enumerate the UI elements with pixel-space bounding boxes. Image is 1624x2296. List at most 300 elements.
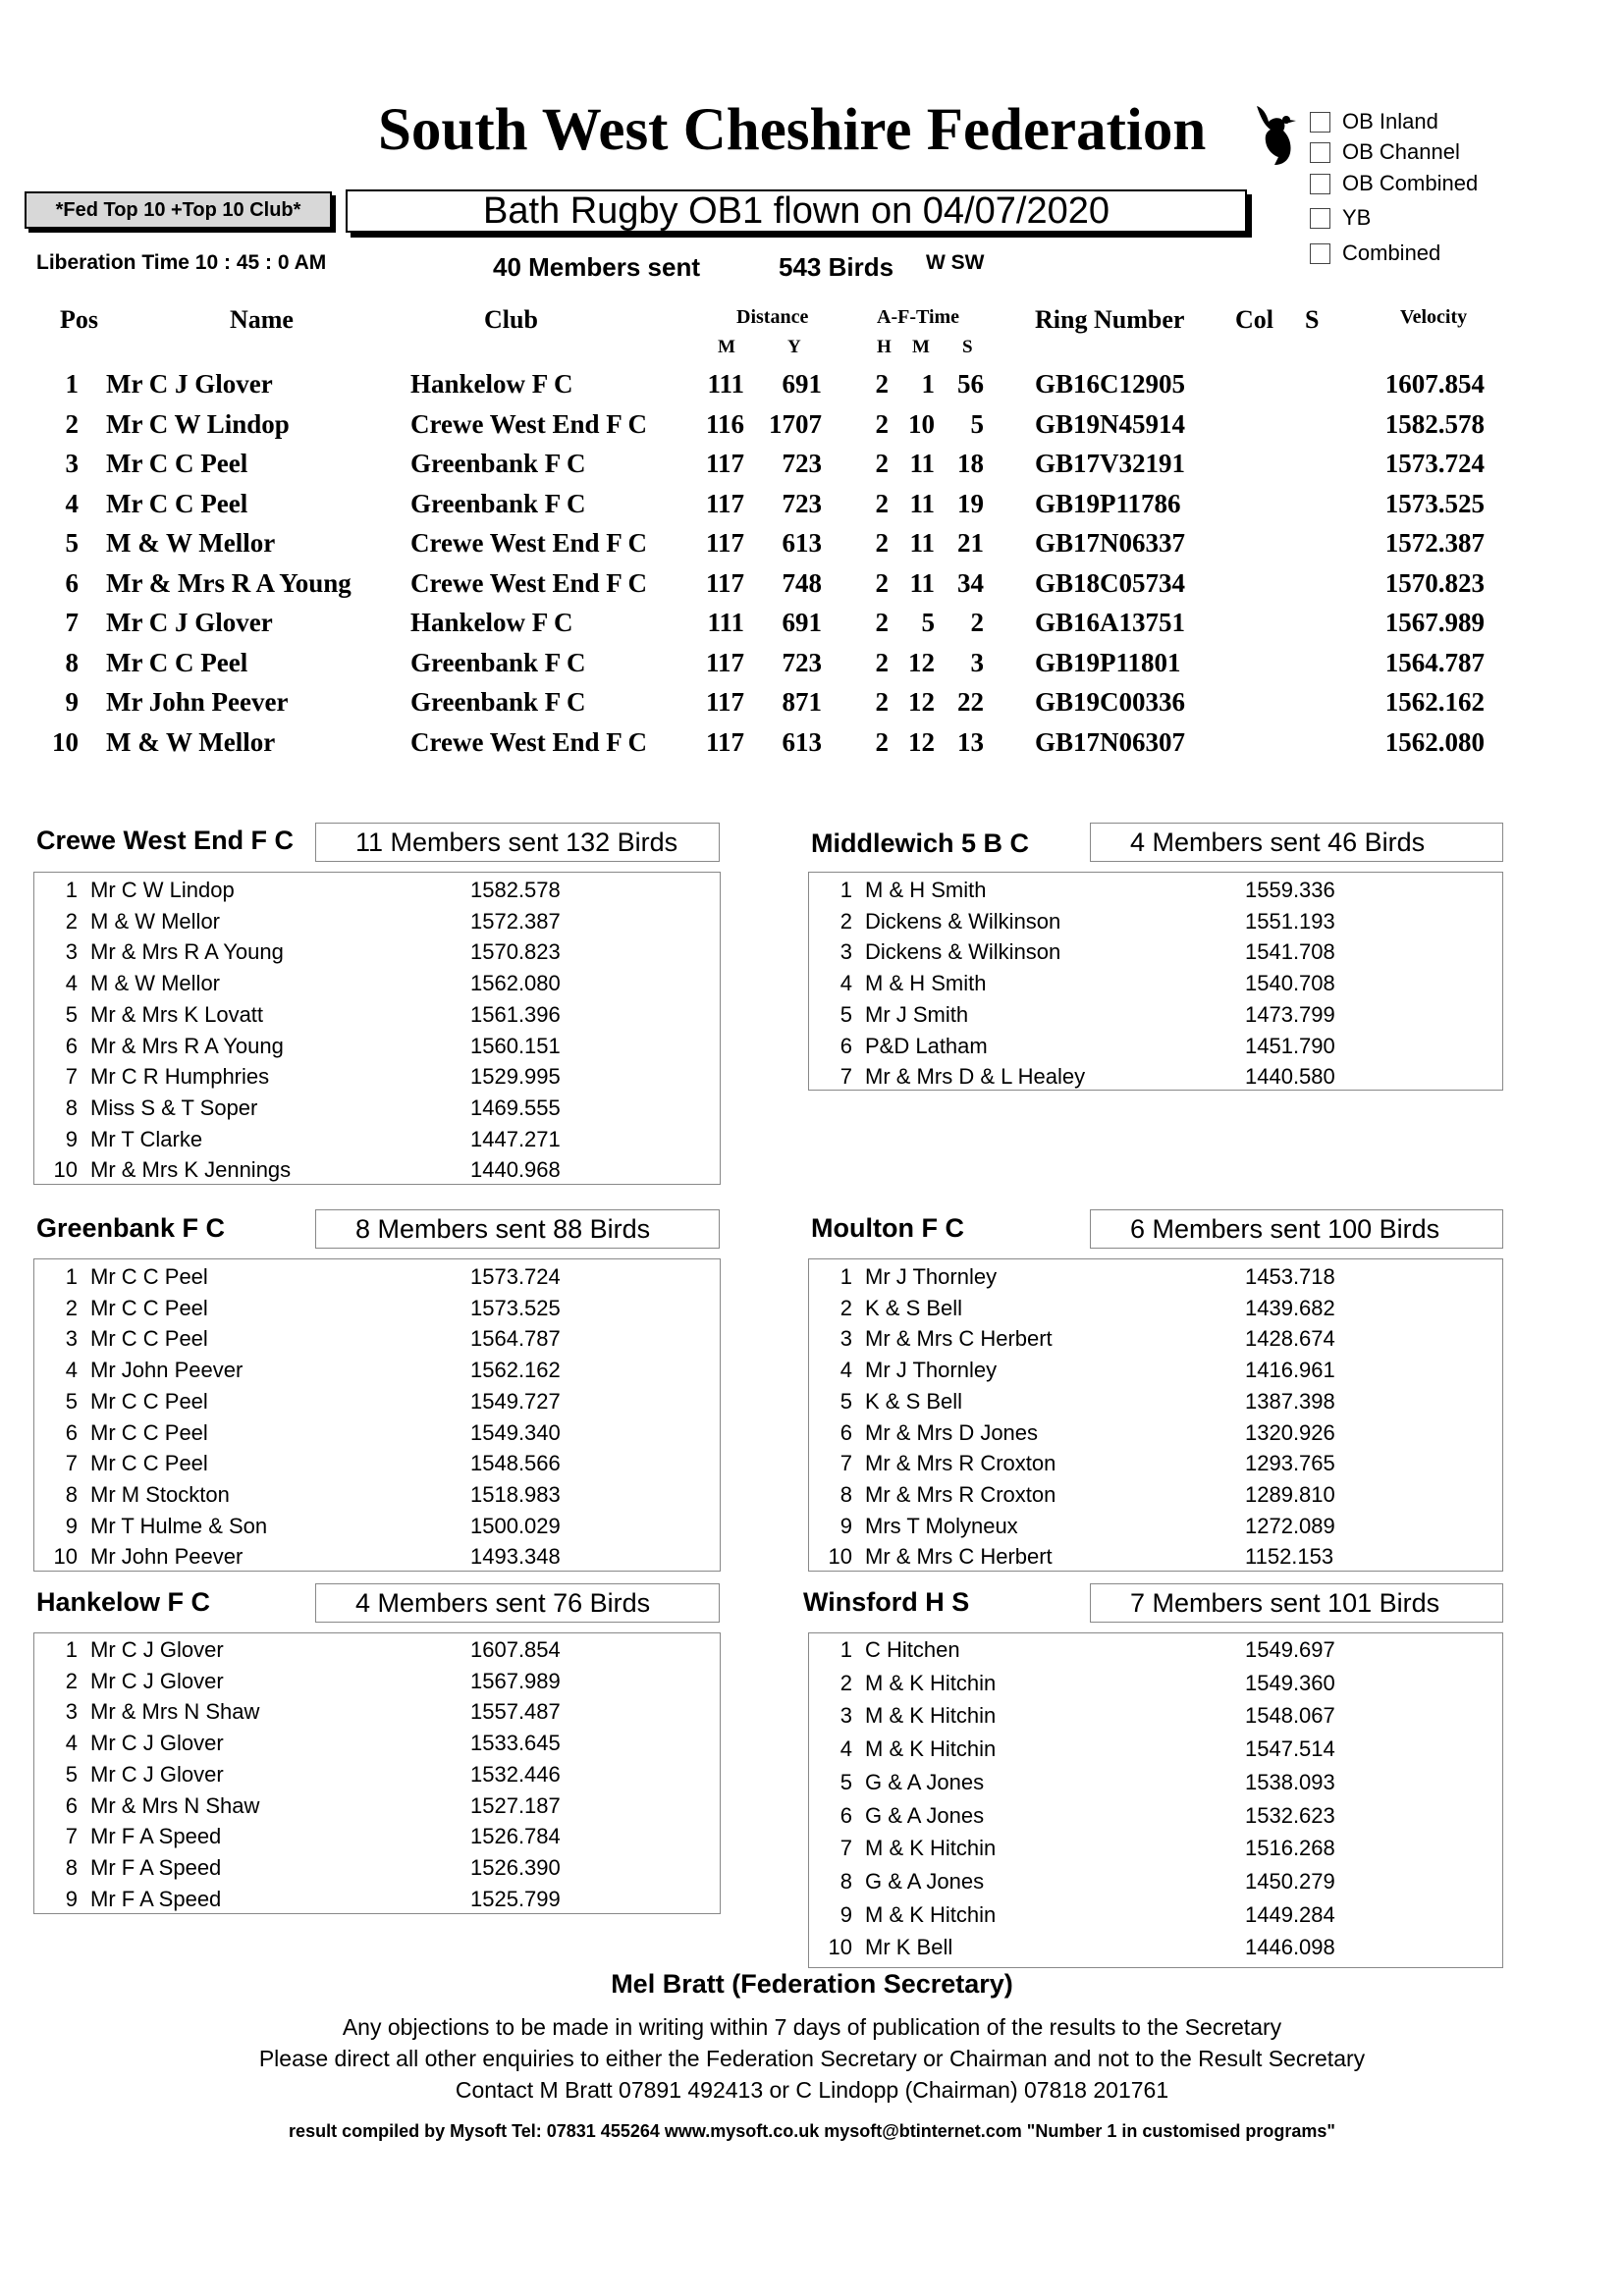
hours-cell: 2 (875, 488, 889, 518)
velocity-cell: 1525.799 (470, 1886, 561, 1911)
velocity-cell: 1573.724 (1384, 449, 1485, 478)
club-title-hankelow-f-c: Hankelow F C (36, 1587, 211, 1617)
hours-cell: 2 (875, 687, 889, 717)
yards-cell: 691 (782, 369, 822, 399)
seconds-cell: 2 (970, 608, 984, 637)
checkbox-combined[interactable] (1310, 240, 1440, 266)
rank-cell: 9 (65, 1886, 78, 1911)
pos-cell: 6 (65, 567, 79, 598)
rank-cell: 4 (839, 1736, 852, 1762)
member-cell: Mr C C Peel (90, 1388, 208, 1414)
rank-cell: 3 (65, 1699, 78, 1725)
rank-cell: 3 (839, 1703, 852, 1729)
velocity-cell: 1473.799 (1245, 1001, 1335, 1027)
velocity-cell: 1387.398 (1245, 1388, 1335, 1414)
minutes-cell: 11 (909, 488, 935, 518)
rank-cell: 5 (65, 1761, 78, 1787)
velocity-cell: 1500.029 (470, 1513, 561, 1538)
club-summary-middlewich-5-b-c: 4 Members sent 46 Birds (1090, 823, 1503, 862)
club-list-item (0, 1420, 1624, 1450)
velocity-cell: 1532.623 (1245, 1802, 1335, 1828)
rank-cell: 7 (839, 1064, 852, 1090)
velocity-cell: 1549.340 (470, 1419, 561, 1445)
top10-row (0, 449, 1624, 488)
minutes-cell: 1 (921, 369, 935, 399)
seconds-cell: 19 (957, 488, 984, 518)
rank-cell: 9 (839, 1513, 852, 1538)
checkbox-label: OB Inland (1342, 109, 1438, 133)
velocity-cell: 1549.360 (1245, 1670, 1335, 1695)
member-cell: G & A Jones (865, 1868, 985, 1894)
ring-cell: GB16A13751 (1035, 608, 1186, 637)
club-cell: Greenbank F C (410, 449, 586, 478)
miles-cell: 117 (705, 726, 744, 757)
seconds-cell: 3 (970, 647, 984, 677)
velocity-cell: 1293.765 (1245, 1451, 1335, 1476)
rank-cell: 2 (839, 908, 852, 934)
velocity-cell: 1532.446 (470, 1761, 561, 1787)
rank-cell: 7 (65, 1451, 78, 1476)
club-list-item (0, 971, 1624, 1000)
member-cell: Mr F A Speed (90, 1824, 222, 1849)
velocity-cell: 1416.961 (1245, 1358, 1335, 1383)
hours-cell: 2 (875, 449, 889, 478)
col-header-distance: Distance (736, 306, 809, 328)
col-header-pos: Pos (60, 305, 98, 334)
yards-cell: 723 (782, 449, 822, 478)
member-cell: K & S Bell (865, 1388, 963, 1414)
velocity-cell: 1557.487 (470, 1699, 561, 1725)
birds-sent: 543 Birds (779, 252, 894, 282)
velocity-cell: 1538.093 (1245, 1769, 1335, 1794)
club-cell: Crewe West End F C (410, 408, 647, 439)
rank-cell: 1 (839, 878, 852, 902)
member-cell: Mr C R Humphries (90, 1064, 270, 1090)
member-cell: Miss S & T Soper (90, 1095, 258, 1120)
club-title-middlewich-5-b-c: Middlewich 5 B C (811, 828, 1030, 858)
rank-cell: 2 (65, 908, 78, 934)
name-cell: M & W Mellor (106, 528, 276, 558)
club-list-item (0, 1703, 1624, 1733)
rank-cell: 8 (839, 1481, 852, 1507)
velocity-cell: 1560.151 (470, 1033, 561, 1058)
velocity-cell: 1564.787 (470, 1326, 561, 1352)
member-cell: Mr J Thornley (865, 1358, 998, 1383)
velocity-cell: 1428.674 (1245, 1326, 1335, 1352)
rank-cell: 2 (839, 1670, 852, 1695)
member-cell: M & H Smith (865, 971, 987, 996)
club-cell: Greenbank F C (410, 647, 586, 677)
pos-cell: 5 (65, 528, 79, 558)
velocity-cell: 1453.718 (1245, 1264, 1335, 1289)
velocity-cell: 1540.708 (1245, 971, 1335, 996)
club-list-item (0, 1127, 1624, 1156)
ring-cell: GB18C05734 (1035, 567, 1186, 598)
velocity-cell: 1451.790 (1245, 1033, 1335, 1058)
velocity-cell: 1567.989 (470, 1668, 561, 1693)
rank-cell: 8 (839, 1868, 852, 1894)
club-title-moulton-f-c: Moulton F C (811, 1213, 964, 1243)
rank-cell: 6 (65, 1033, 78, 1058)
minutes-cell: 12 (908, 647, 935, 677)
member-cell: Mr T Hulme & Son (90, 1513, 268, 1538)
club-list-item (0, 1157, 1624, 1187)
velocity-cell: 1518.983 (470, 1481, 561, 1507)
rank-cell: 6 (65, 1792, 78, 1818)
top10-row (0, 409, 1624, 449)
member-cell: Mr John Peever (90, 1358, 244, 1383)
ring-cell: GB16C12905 (1035, 369, 1186, 399)
member-cell: Mr M Stockton (90, 1481, 230, 1507)
velocity-cell: 1607.854 (470, 1637, 561, 1662)
club-list-item (0, 1514, 1624, 1543)
velocity-cell: 1469.555 (470, 1095, 561, 1120)
rank-cell: 6 (839, 1033, 852, 1058)
rank-cell: 3 (839, 1326, 852, 1352)
ring-cell: GB17V32191 (1035, 449, 1186, 478)
rank-cell: 5 (839, 1001, 852, 1027)
rank-cell: 10 (828, 1935, 852, 1960)
seconds-cell: 13 (957, 726, 984, 757)
velocity-cell: 1570.823 (470, 939, 561, 965)
club-list-item (0, 1668, 1624, 1700)
pos-cell: 10 (52, 726, 79, 757)
ring-cell: GB19C00336 (1035, 687, 1186, 717)
pos-cell: 2 (65, 408, 79, 439)
rank-cell: 4 (839, 1358, 852, 1383)
rank-cell: 10 (828, 1544, 852, 1570)
member-cell: M & K Hitchin (865, 1670, 997, 1695)
rank-cell: 4 (65, 971, 78, 996)
col-header-velocity: Velocity (1400, 306, 1468, 328)
rank-cell: 6 (839, 1802, 852, 1828)
rank-cell: 1 (839, 1637, 852, 1662)
member-cell: M & W Mellor (90, 908, 220, 934)
checkbox-yb[interactable] (1310, 205, 1371, 231)
checkbox-box[interactable] (1310, 243, 1330, 264)
member-cell: G & A Jones (865, 1769, 985, 1794)
club-cell: Hankelow F C (410, 369, 573, 399)
member-cell: Mrs T Molyneux (865, 1513, 1018, 1538)
top10-row (0, 648, 1624, 687)
hours-cell: 2 (875, 408, 889, 439)
club-list-item (0, 1095, 1624, 1125)
col-header-seconds: S (962, 337, 973, 357)
miles-cell: 117 (705, 528, 744, 558)
velocity-cell: 1547.514 (1245, 1736, 1335, 1762)
velocity-cell: 1439.682 (1245, 1295, 1335, 1320)
minutes-cell: 11 (909, 528, 935, 558)
club-list-item (0, 1451, 1624, 1480)
col-header-aft: A-F-Time (877, 306, 960, 328)
club-list-item (0, 1326, 1624, 1356)
yards-cell: 871 (782, 687, 822, 717)
rank-cell: 4 (65, 1731, 78, 1756)
member-cell: M & H Smith (865, 878, 987, 902)
velocity-cell: 1559.336 (1245, 878, 1335, 902)
page-title: South West Cheshire Federation (378, 97, 1207, 163)
velocity-cell: 1549.697 (1245, 1637, 1335, 1662)
minutes-cell: 10 (908, 408, 935, 439)
rank-cell: 8 (65, 1095, 78, 1120)
rank-cell: 7 (65, 1064, 78, 1090)
col-header-minutes: M (912, 337, 930, 357)
pos-cell: 8 (65, 647, 79, 677)
velocity-cell: 1449.284 (1245, 1901, 1335, 1927)
rank-cell: 5 (839, 1388, 852, 1414)
club-list-item (0, 1803, 1624, 1833)
velocity-cell: 1289.810 (1245, 1481, 1335, 1507)
rank-cell: 4 (65, 1358, 78, 1383)
checkbox-label: YB (1342, 205, 1372, 230)
member-cell: Mr F A Speed (90, 1854, 222, 1880)
rank-cell: 4 (839, 971, 852, 996)
seconds-cell: 5 (970, 408, 984, 439)
velocity-cell: 1582.578 (1384, 408, 1485, 439)
rank-cell: 10 (53, 1544, 78, 1570)
ring-cell: GB17N06337 (1035, 528, 1186, 558)
club-list-item (0, 1869, 1624, 1898)
hours-cell: 2 (875, 528, 889, 558)
yards-cell: 723 (782, 488, 822, 518)
member-cell: Mr & Mrs D & L Healey (865, 1064, 1086, 1090)
velocity-cell: 1152.153 (1245, 1544, 1334, 1570)
member-cell: Mr C J Glover (90, 1731, 224, 1756)
miles-cell: 116 (705, 408, 744, 439)
velocity-cell: 1446.098 (1245, 1935, 1335, 1960)
velocity-cell: 1572.387 (1384, 528, 1485, 558)
member-cell: K & S Bell (865, 1295, 963, 1320)
miles-cell: 111 (707, 369, 744, 399)
member-cell: Mr F A Speed (90, 1886, 222, 1911)
pos-cell: 4 (65, 488, 79, 518)
seconds-cell: 21 (957, 528, 984, 558)
ring-cell: GB19P11786 (1035, 488, 1181, 518)
club-list-item (0, 1637, 1624, 1667)
rank-cell: 1 (65, 1637, 78, 1662)
miles-cell: 117 (705, 449, 744, 478)
velocity-cell: 1572.387 (470, 908, 561, 934)
col-header-miles: M (718, 337, 735, 357)
member-cell: M & K Hitchin (865, 1736, 997, 1762)
miles-cell: 117 (705, 567, 744, 598)
pos-cell: 3 (65, 449, 79, 478)
member-cell: M & K Hitchin (865, 1703, 997, 1729)
rank-cell: 8 (65, 1481, 78, 1507)
member-cell: Mr & Mrs K Lovatt (90, 1001, 264, 1027)
name-cell: Mr C C Peel (106, 449, 248, 478)
seconds-cell: 18 (957, 449, 984, 478)
rank-cell: 2 (65, 1668, 78, 1693)
seconds-cell: 34 (957, 567, 984, 598)
club-list-item (0, 1935, 1624, 1964)
col-header-yards: Y (787, 337, 801, 357)
club-cell: Greenbank F C (410, 488, 586, 518)
member-cell: Mr & Mrs D Jones (865, 1419, 1039, 1445)
member-cell: Mr C C Peel (90, 1295, 208, 1320)
member-cell: Mr & Mrs K Jennings (90, 1157, 292, 1183)
member-cell: M & K Hitchin (865, 1836, 997, 1861)
contact-line: Contact M Bratt 07891 492413 or C Lindopp (Chairman) 07818 201761 (455, 2077, 1169, 2103)
pigeon-logo-icon (1253, 100, 1302, 169)
club-list-item (0, 1770, 1624, 1799)
velocity-cell: 1440.968 (470, 1157, 561, 1183)
hours-cell: 2 (875, 726, 889, 757)
col-header-name: Name (230, 305, 294, 334)
velocity-cell: 1529.995 (470, 1064, 561, 1090)
top10-row (0, 568, 1624, 608)
member-cell: Mr J Smith (865, 1001, 969, 1027)
top10-row (0, 528, 1624, 567)
pos-cell: 7 (65, 608, 79, 637)
checkbox-box[interactable] (1310, 142, 1330, 163)
velocity-cell: 1320.926 (1245, 1419, 1335, 1445)
rank-cell: 3 (65, 939, 78, 965)
club-summary-hankelow-f-c: 4 Members sent 76 Birds (315, 1583, 720, 1623)
race-title: Bath Rugby OB1 flown on 04/07/2020 (346, 189, 1247, 233)
checkbox-box[interactable] (1310, 174, 1330, 194)
name-cell: M & W Mellor (106, 726, 276, 757)
member-cell: Mr C C Peel (90, 1419, 208, 1445)
yards-cell: 723 (782, 647, 822, 677)
velocity-cell: 1562.162 (1384, 687, 1485, 717)
club-summary-crewe-west-end-f-c: 11 Members sent 132 Birds (315, 823, 720, 862)
miles-cell: 117 (705, 647, 744, 677)
rank-cell: 7 (839, 1836, 852, 1861)
club-title-crewe-west-end-f-c: Crewe West End F C (36, 826, 295, 855)
checkbox-box[interactable] (1310, 208, 1330, 229)
club-list-item (0, 909, 1624, 938)
club-list-item (0, 1836, 1624, 1865)
club-title-greenbank-f-c: Greenbank F C (36, 1213, 226, 1243)
club-list-item (0, 1002, 1624, 1032)
miles-cell: 117 (705, 488, 744, 518)
rank-cell: 5 (65, 1388, 78, 1414)
liberation-time: Liberation Time 10 : 45 : 0 AM (36, 251, 327, 274)
yards-cell: 748 (782, 567, 822, 598)
hours-cell: 2 (875, 647, 889, 677)
checkbox-label: OB Channel (1342, 139, 1460, 164)
velocity-cell: 1573.525 (1384, 488, 1485, 518)
club-cell: Crewe West End F C (410, 567, 647, 598)
top10-row (0, 687, 1624, 726)
club-list-item (0, 1389, 1624, 1418)
minutes-cell: 11 (909, 449, 935, 478)
hours-cell: 2 (875, 369, 889, 399)
member-cell: Mr & Mrs C Herbert (865, 1326, 1053, 1352)
member-cell: Mr C C Peel (90, 1326, 208, 1352)
checkbox-ob-channel[interactable] (1310, 139, 1460, 165)
velocity-cell: 1526.784 (470, 1824, 561, 1849)
velocity-cell: 1607.854 (1384, 369, 1485, 399)
yards-cell: 613 (782, 726, 822, 757)
velocity-cell: 1493.348 (470, 1544, 561, 1570)
checkbox-ob-combined[interactable] (1310, 171, 1478, 196)
seconds-cell: 56 (957, 369, 984, 399)
top10-row (0, 489, 1624, 528)
rank-cell: 1 (839, 1264, 852, 1289)
col-header-ring: Ring Number (1035, 305, 1185, 334)
rank-cell: 9 (65, 1513, 78, 1538)
club-summary-moulton-f-c: 6 Members sent 100 Birds (1090, 1209, 1503, 1249)
rank-cell: 1 (65, 878, 78, 902)
velocity-cell: 1447.271 (470, 1126, 561, 1151)
club-list-item (0, 878, 1624, 907)
rank-cell: 3 (65, 1326, 78, 1352)
velocity-cell: 1562.162 (470, 1358, 561, 1383)
name-cell: Mr C C Peel (106, 647, 248, 677)
club-summary-greenbank-f-c: 8 Members sent 88 Birds (315, 1209, 720, 1249)
name-cell: Mr C C Peel (106, 488, 248, 518)
member-cell: Mr C J Glover (90, 1761, 224, 1787)
velocity-cell: 1582.578 (470, 878, 561, 902)
rank-cell: 3 (839, 939, 852, 965)
member-cell: G & A Jones (865, 1802, 985, 1828)
velocity-cell: 1440.580 (1245, 1064, 1335, 1090)
club-list-item (0, 1296, 1624, 1325)
rank-cell: 5 (65, 1001, 78, 1027)
hours-cell: 2 (875, 567, 889, 598)
fed-top-badge: *Fed Top 10 +Top 10 Club* (25, 191, 332, 229)
credit-line: result compiled by Mysoft Tel: 07831 455264 www.mysoft.co.uk mysoft@btinternet.com "Number 1 in customised programs" (289, 2121, 1335, 2141)
club-list-item (0, 1264, 1624, 1294)
checkbox-label: OB Combined (1342, 171, 1479, 195)
club-summary-winsford-h-s: 7 Members sent 101 Birds (1090, 1583, 1503, 1623)
velocity-cell: 1541.708 (1245, 939, 1335, 965)
checkbox-ob-inland[interactable] (1310, 109, 1438, 134)
rank-cell: 10 (53, 1157, 78, 1183)
club-list-item (0, 1544, 1624, 1574)
seconds-cell: 22 (957, 687, 984, 717)
col-header-hours: H (877, 337, 892, 357)
member-cell: Mr C C Peel (90, 1451, 208, 1476)
col-header-col: Col (1235, 305, 1273, 334)
velocity-cell: 1562.080 (1384, 726, 1485, 757)
velocity-cell: 1551.193 (1245, 908, 1335, 934)
hours-cell: 2 (875, 608, 889, 637)
member-cell: Mr & Mrs R A Young (90, 939, 284, 965)
rank-cell: 9 (839, 1901, 852, 1927)
member-cell: Mr C J Glover (90, 1637, 224, 1662)
velocity-cell: 1573.525 (470, 1295, 561, 1320)
minutes-cell: 5 (921, 608, 935, 637)
yards-cell: 691 (782, 608, 822, 637)
wind-direction: W SW (926, 251, 985, 274)
pos-cell: 1 (65, 369, 79, 399)
velocity-cell: 1526.390 (470, 1854, 561, 1880)
objections-note: Any objections to be made in writing within 7 days of publication of the results to the Secretary (342, 2014, 1282, 2040)
velocity-cell: 1527.187 (470, 1792, 561, 1818)
velocity-cell: 1564.787 (1384, 647, 1485, 677)
member-cell: Mr C J Glover (90, 1668, 224, 1693)
member-cell: P&D Latham (865, 1033, 988, 1058)
member-cell: C Hitchen (865, 1637, 960, 1662)
club-list-item (0, 1358, 1624, 1387)
secretary-line: Mel Bratt (Federation Secretary) (611, 1969, 1013, 1999)
velocity-cell: 1561.396 (470, 1001, 561, 1027)
member-cell: Mr & Mrs N Shaw (90, 1699, 260, 1725)
member-cell: M & W Mellor (90, 971, 220, 996)
checkbox-box[interactable] (1310, 112, 1330, 133)
name-cell: Mr John Peever (106, 687, 289, 717)
col-header-sex: S (1305, 305, 1320, 334)
checkbox-label: Combined (1342, 240, 1441, 265)
ring-cell: GB19P11801 (1035, 647, 1181, 677)
velocity-cell: 1450.279 (1245, 1868, 1335, 1894)
club-list-item (0, 1482, 1624, 1512)
top10-row (0, 369, 1624, 408)
member-cell: Mr & Mrs N Shaw (90, 1792, 260, 1818)
